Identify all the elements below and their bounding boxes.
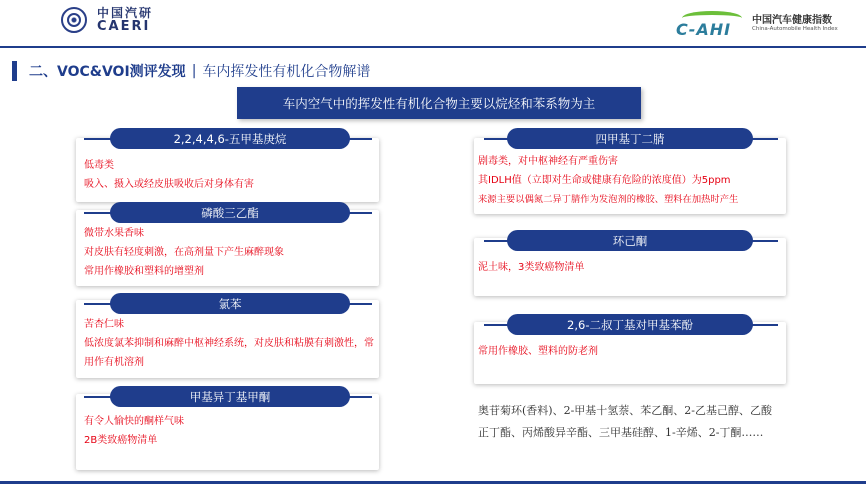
title-accent-bar [12, 61, 17, 81]
compound-line: 低毒类 [84, 160, 114, 171]
compound-line: 低浓度氯苯抑制和麻醉中枢神经系统，对皮肤和粘膜有刺激性，常用作有机溶剂 [84, 338, 374, 368]
compound-name-pill: 2,6-二叔丁基对甲基苯酚 [507, 314, 753, 335]
compound-line: 微带水果香味 [84, 228, 144, 239]
logo-left-en: CAERI [97, 18, 151, 34]
compound-name-pill: 氯苯 [110, 293, 350, 314]
header [0, 0, 866, 46]
section-title [12, 60, 370, 82]
title-main: 二、VOC&VOI测评发现 [29, 64, 186, 80]
compound-line: 对皮肤有轻度刺激，在高剂量下产生麻醉现象 [84, 247, 284, 258]
compound-line: 来源主要以偶氮二异丁腈作为发泡剂的橡胶、塑料在加热时产生 [478, 194, 739, 205]
compound-line: 常用作橡胶、塑料的防老剂 [478, 346, 598, 357]
compound-line: 2B类致癌物清单 [84, 435, 158, 446]
compound-name-pill: 2,2,4,4,6-五甲基庚烷 [110, 128, 350, 149]
compound-line: 吸入、摄入或经皮肤吸收后对身体有害 [84, 179, 254, 190]
footer-divider [0, 481, 866, 484]
compound-name-pill: 磷酸三乙酯 [110, 202, 350, 223]
cahi-car-icon: C-AHI [676, 11, 746, 37]
caeri-emblem-icon [61, 7, 87, 33]
cahi-logo [676, 11, 838, 37]
compound-name-pill: 甲基异丁基甲酮 [110, 386, 350, 407]
compound-name-pill: 环己酮 [507, 230, 753, 251]
logo-right-cn: 中国汽车健康指数 [752, 15, 832, 27]
compound-line: 苦杏仁味 [84, 319, 124, 330]
compound-name-pill: 四甲基丁二腈 [507, 128, 753, 149]
compound-card-tetramethylsuccinonitrile [474, 138, 786, 214]
compound-line: 其IDLH值（立即对生命或健康有危险的浓度值）为5ppm [478, 175, 731, 186]
header-divider [0, 46, 866, 48]
title-sub: 车内挥发性有机化合物解谱 [202, 64, 371, 80]
other-compounds-text: 奥苷菊环(香料)、2-甲基十氢萘、苯乙酮、2-乙基己醇、乙酸正丁酯、丙烯酸异辛酯、三甲基硅醇、1-辛烯、2-丁酮…… [478, 404, 773, 439]
logo-right-en: China-Automobile Health Index [752, 26, 838, 33]
compound-line: 常用作橡胶和塑料的增塑剂 [84, 266, 204, 277]
title-separator: | [191, 63, 197, 79]
summary-banner: 车内空气中的挥发性有机化合物主要以烷烃和苯系物为主 [237, 87, 641, 119]
compound-line: 有令人愉快的酮样气味 [84, 416, 184, 427]
compound-line: 剧毒类，对中枢神经有严重伤害 [478, 156, 618, 167]
compound-line: 泥土味，3类致癌物清单 [478, 262, 585, 273]
logo-left-cn: 中国汽研 [97, 6, 154, 20]
caeri-logo [61, 7, 153, 33]
